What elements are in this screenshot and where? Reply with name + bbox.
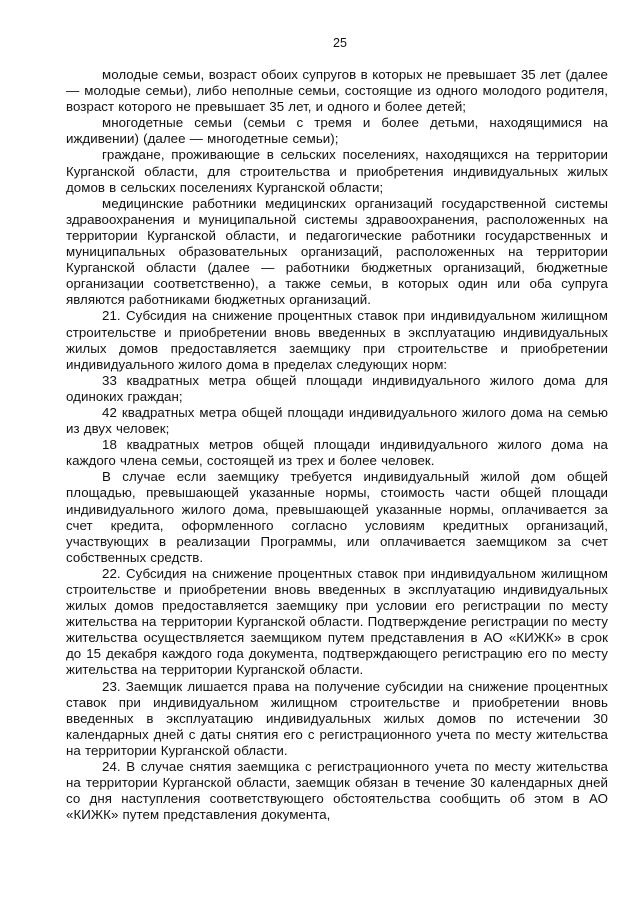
paragraph-item-21: 21. Субсидия на снижение процентных ставок при индивидуальном жилищном строительстве и приобретении вновь введенных в эксплуатацию индивидуальных жилых домов предоставляется заемщику при строительстве и приобретении индивидуального жилого дома в пределах следующих норм: xyxy=(66,308,608,372)
page-number: 25 xyxy=(333,36,347,50)
paragraph-excess-area: В случае если заемщику требуется индивидуальный жилой дом общей площадью, превышающей указанные нормы, стоимость части общей площади индивидуального жилого дома, превышающей указанные нормы, оплачивается за счет кредита, оформленного согласно условиям кредитных организаций, участвующих в реализации Программы, или оплачивается заемщиком за счет собственных средств. xyxy=(66,469,608,565)
paragraph-norm-two-persons: 42 квадратных метра общей площади индивидуального жилого дома на семью из двух человек; xyxy=(66,404,608,437)
paragraph-item-23: 23. Заемщик лишается права на получение субсидии на снижение процентных ставок при индивидуальном жилищном строительстве и приобретении вновь введенных в эксплуатацию индивидуальных жилых домов по истечении 30 календарных дней с даты снятия его с регистрационного учета по месту жительства на территории Курганской области. xyxy=(66,678,608,758)
document-body xyxy=(66,67,608,823)
paragraph-rural-citizens: граждане, проживающие в сельских поселениях, находящихся на территории Курганской области, для строительства и приобретения индивидуальных жилых домов в сельских поселениях Курганской области; xyxy=(66,147,608,195)
paragraph-young-families: молодые семьи, возраст обоих супругов в которых не превышает 35 лет (далее — молодые семьи), либо неполные семьи, состоящие из одного молодого родителя, возраст которого не превышает 35 лет, и одного и более детей; xyxy=(66,67,608,115)
paragraph-norm-single: 33 квадратных метра общей площади индивидуального жилого дома для одиноких граждан; xyxy=(66,372,608,404)
paragraph-budget-workers: медицинские работники медицинских организаций государственной системы здравоохранения и муниципальной системы здравоохранения, расположенных на территории Курганской области, и педагогические работники государственных и муниципальных образовательных организаций, расположенных на территории Курганской области (далее — работники бюджетных организаций, бюджетные организации соответственно), а также семьи, в которых один или оба супруга являются работниками бюджетных организаций. xyxy=(66,195,608,308)
paragraph-item-24: 24. В случае снятия заемщика с регистрационного учета по месту жительства на территории Курганской области, заемщик обязан в течение 30 календарных дней со дня наступления соответствующего обстоятельства сообщить об этом в АО «КИЖК» путем представления документа, xyxy=(66,759,608,823)
paragraph-item-22: 22. Субсидия на снижение процентных ставок при индивидуальном жилищном строительстве и приобретении вновь введенных в эксплуатацию индивидуальных жилых домов предоставляется заемщику при условии его регистрации по месту жительства на территории Курганской области. Подтверждение регистрации по месту жительства осуществляется заемщиком путем представления в АО «КИЖК» в срок до 15 декабря каждого года документа, подтверждающего регистрацию его по месту жительства на территории Курганской области. xyxy=(66,565,608,678)
paragraph-norm-three-plus: 18 квадратных метров общей площади индивидуального жилого дома на каждого члена семьи, состоящей из трех и более человек. xyxy=(66,437,608,469)
paragraph-large-families: многодетные семьи (семьи с тремя и более детьми, находящимися на иждивении) (далее — многодетные семьи); xyxy=(66,115,608,147)
